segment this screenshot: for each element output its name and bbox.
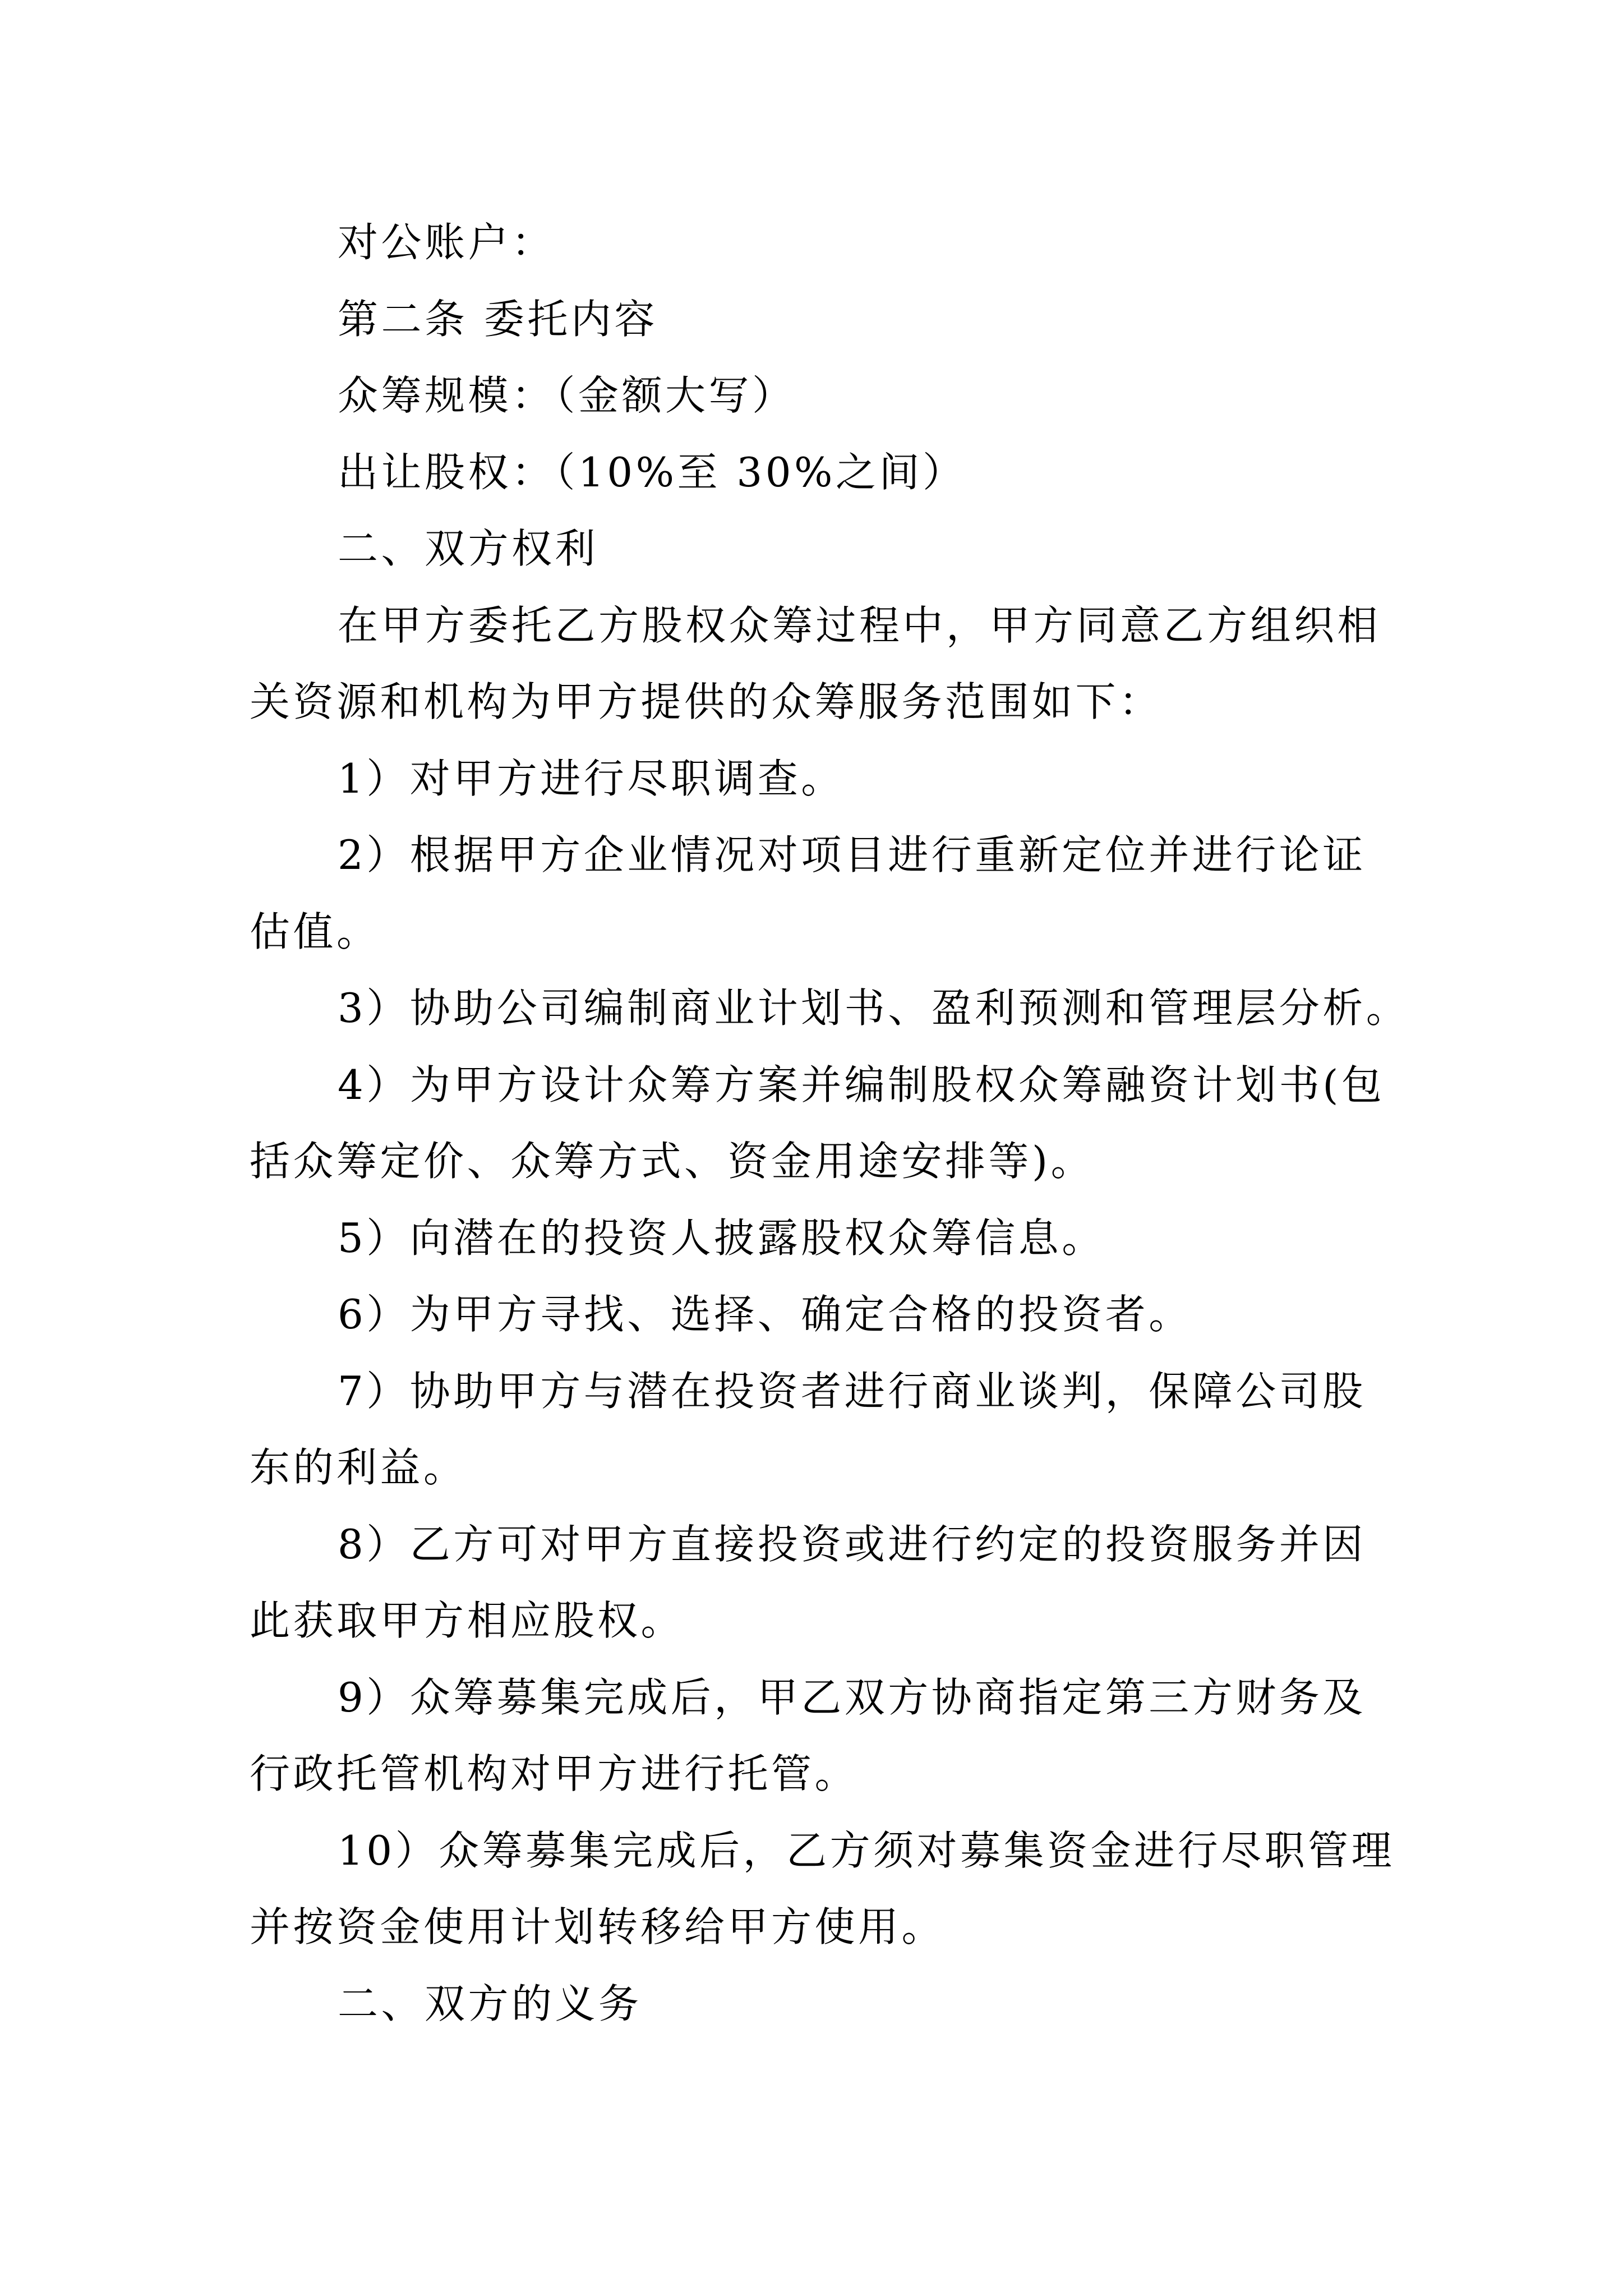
equity-transfer-field (250, 434, 1427, 511)
service-item-4 (250, 1047, 1427, 1200)
section-heading-rights (250, 510, 1427, 587)
service-item-6 (250, 1276, 1427, 1353)
text-line: 第二条 委托内容 (338, 295, 658, 343)
text-line: 4）为甲方设计众筹方案并编制股权众筹融资计划书(包 (338, 1061, 1385, 1108)
text-line: 行政托管机构对甲方进行托管。 (250, 1750, 859, 1797)
text-line: 10）众筹募集完成后，乙方须对募集资金进行尽职管理 (338, 1826, 1395, 1874)
section-heading-obligations (250, 1966, 1427, 2042)
service-item-1 (250, 740, 1427, 817)
text-line: 括众筹定价、众筹方式、资金用途安排等)。 (250, 1138, 1095, 1185)
account-label (250, 204, 1427, 281)
text-line: 7）协助甲方与潜在投资者进行商业谈判，保障公司股 (338, 1367, 1366, 1415)
text-line: 1）对甲方进行尽职调查。 (338, 754, 845, 802)
rights-intro-paragraph (250, 587, 1427, 740)
text-line: 9）众筹募集完成后，甲乙双方协商指定第三方财务及 (338, 1673, 1366, 1721)
text-line: 关资源和机构为甲方提供的众筹服务范围如下： (250, 678, 1163, 725)
text-line: 6）为甲方寻找、选择、确定合格的投资者。 (338, 1291, 1192, 1338)
service-item-3 (250, 970, 1427, 1047)
text-line: 东的利益。 (250, 1444, 467, 1491)
document-body (250, 204, 1427, 2042)
article-heading (250, 281, 1427, 358)
text-line: 在甲方委托乙方股权众筹过程中，甲方同意乙方组织相 (338, 601, 1381, 649)
text-line: 8）乙方可对甲方直接投资或进行约定的投资服务并因 (338, 1520, 1366, 1568)
service-item-8 (250, 1506, 1427, 1659)
service-item-9 (250, 1659, 1427, 1812)
service-item-5 (250, 1200, 1427, 1277)
text-line: 二、双方权利 (338, 525, 599, 572)
service-item-2 (250, 817, 1427, 970)
service-item-10 (250, 1812, 1427, 1966)
text-line: 估值。 (250, 908, 380, 955)
text-line: 众筹规模：（金额大写） (338, 372, 796, 419)
text-line: 3）协助公司编制商业计划书、盈利预测和管理层分析。 (338, 984, 1410, 1032)
text-line: 对公账户： (338, 219, 555, 266)
text-line: 2）根据甲方企业情况对项目进行重新定位并进行论证 (338, 831, 1366, 878)
text-line: 5）向潜在的投资人披露股权众筹信息。 (338, 1214, 1105, 1262)
text-line: 出让股权：（10%至 30%之间） (338, 448, 966, 496)
text-line: 并按资金使用计划转移给甲方使用。 (250, 1903, 946, 1950)
text-line: 二、双方的义务 (338, 1980, 642, 2027)
text-line: 此获取甲方相应股权。 (250, 1597, 685, 1644)
crowdfunding-scale-field (250, 357, 1427, 434)
service-item-7 (250, 1353, 1427, 1506)
